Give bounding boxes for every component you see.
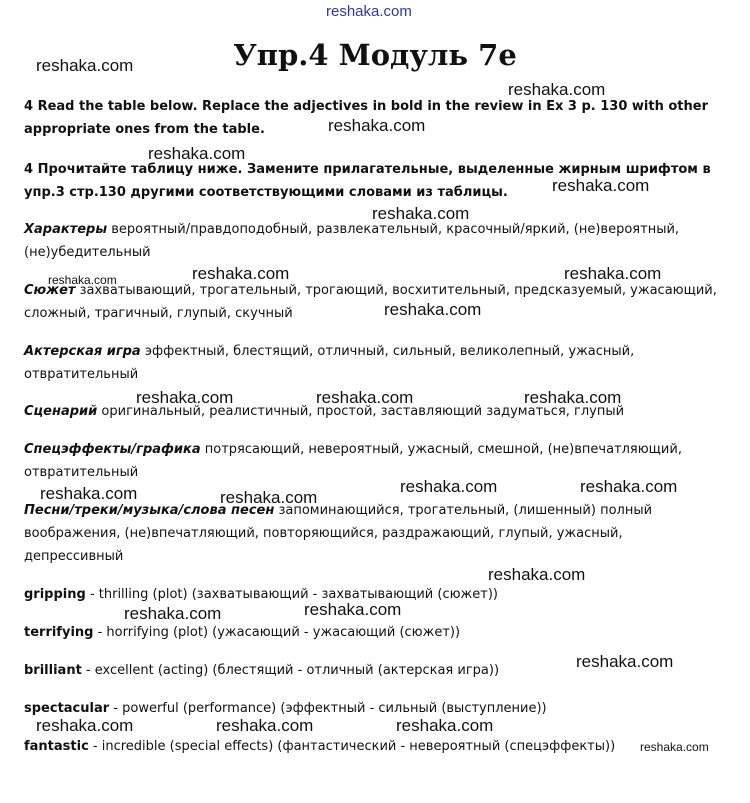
watermark: reshaka.com	[384, 300, 482, 319]
category-label: Сценарий	[24, 404, 98, 419]
watermark: reshaka.com	[564, 264, 662, 283]
instruction-english: 4 Read the table below. Replace the adjectives in bold in the review in Ex 3 p. 130 with other appropriate ones from the table.	[24, 99, 709, 137]
category-label: Актерская игра	[24, 344, 141, 359]
watermark: reshaka.com	[328, 116, 426, 135]
answer-text: - incredible (special effects) (фантастический - невероятный (спецэффекты))	[88, 739, 616, 754]
watermark: reshaka.com	[580, 477, 678, 496]
watermark: reshaka.com	[36, 56, 134, 75]
watermark: reshaka.com	[304, 600, 402, 619]
watermark: reshaka.com	[192, 264, 290, 283]
category-plot	[24, 279, 724, 325]
watermark: reshaka.com	[124, 604, 222, 623]
answer-text: - thrilling (plot) (захватывающий - захватывающий (сюжет))	[85, 587, 498, 602]
category-label: Песни/треки/музыка/слова песен	[24, 503, 275, 518]
category-songs	[24, 499, 724, 568]
watermark: reshaka.com	[220, 488, 318, 507]
watermark: reshaka.com	[508, 80, 606, 99]
category-label: Сюжет	[24, 283, 76, 298]
watermark: reshaka.com	[524, 388, 622, 407]
category-acting	[24, 340, 724, 386]
watermark: reshaka.com	[316, 388, 414, 407]
answer-word: fantastic	[24, 739, 89, 754]
watermark: reshaka.com	[640, 740, 709, 754]
category-text: вероятный/правдоподобный, развлекательный, красочный/яркий, (не)вероятный, (не)убедительный	[24, 222, 680, 260]
watermark: reshaka.com	[400, 477, 498, 496]
answer-word: brilliant	[24, 663, 82, 678]
category-text: запоминающийся, трогательный, (лишенный) полный воображения, (не)впечатляющий, повторяющийся, раздражающий, глупый, ужасный, депрессивный	[24, 503, 653, 564]
watermark: reshaka.com	[48, 273, 117, 287]
answer-text: - powerful (performance) (эффектный - сильный (выступление))	[109, 701, 547, 716]
category-text: потрясающий, невероятный, ужасный, смешной, (не)впечатляющий, отвратительный	[24, 442, 682, 480]
site-header: reshaka.com	[326, 3, 412, 20]
answer-line	[24, 737, 734, 757]
answer-line	[24, 623, 734, 643]
watermark: reshaka.com	[396, 716, 494, 735]
watermark: reshaka.com	[488, 565, 586, 584]
watermark: reshaka.com	[148, 144, 246, 163]
category-label: Спецэффекты/графика	[24, 442, 201, 457]
category-text: эффектный, блестящий, отличный, сильный, великолепный, ужасный, отвратительный	[24, 344, 635, 382]
watermark: reshaka.com	[576, 652, 674, 671]
watermark: reshaka.com	[552, 176, 650, 195]
category-characters	[24, 218, 724, 264]
category-text: оригинальный, реалистичный, простой, заставляющий задуматься, глупый	[101, 404, 625, 419]
watermark: reshaka.com	[216, 716, 314, 735]
answer-word: terrifying	[24, 625, 94, 640]
category-text: захватывающий, трогательный, трогающий, восхитительный, предсказуемый, ужасающий, сложный, трагичный, глупый, скучный	[24, 283, 717, 321]
category-label: Характеры	[24, 222, 108, 237]
answer-text: - horrifying (plot) (ужасающий - ужасающий (сюжет))	[93, 625, 461, 640]
watermark: reshaka.com	[40, 484, 138, 503]
watermark: reshaka.com	[36, 716, 134, 735]
watermark: reshaka.com	[372, 204, 470, 223]
page-title: Упр.4 Модуль 7е	[233, 38, 517, 72]
watermark: reshaka.com	[136, 388, 234, 407]
answer-text: - excellent (acting) (блестящий - отличный (актерская игра))	[81, 663, 500, 678]
answer-word: spectacular	[24, 701, 110, 716]
instruction-russian: 4 Прочитайте таблицу ниже. Замените прилагательные, выделенные жирным шрифтом в упр.3 стр.130 другими соответствующими словами из таблицы.	[24, 162, 711, 200]
answer-word: gripping	[24, 587, 86, 602]
